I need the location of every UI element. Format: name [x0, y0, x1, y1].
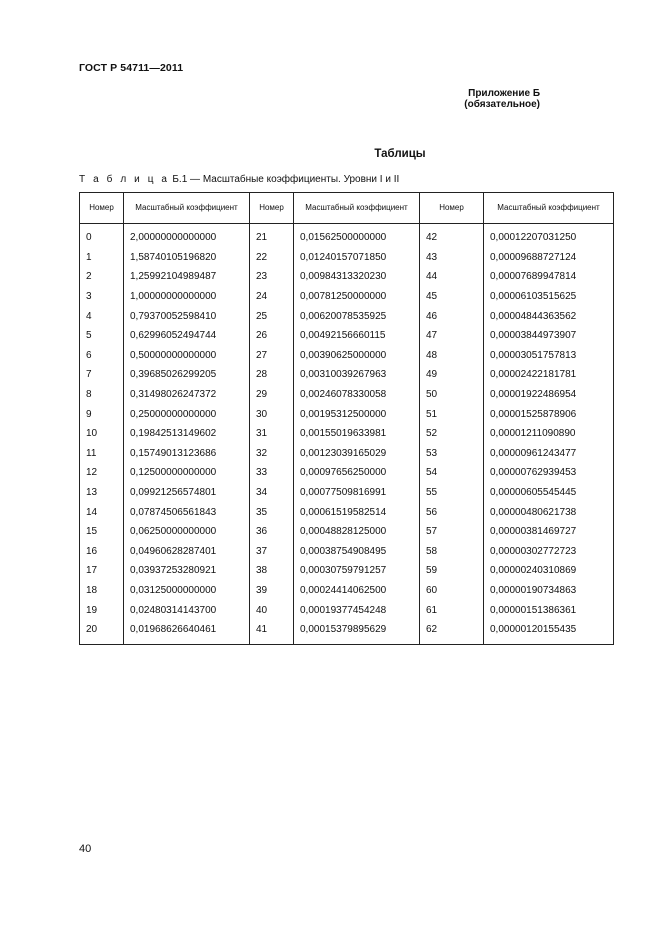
- scale-factor-cell: 0,00030759791257: [294, 561, 420, 581]
- scale-factor-cell: 0,00000151386361: [484, 600, 614, 620]
- number-cell: 27: [250, 346, 294, 366]
- column-header: Номер: [250, 193, 294, 224]
- number-cell: 35: [250, 502, 294, 522]
- scale-factor-cell: 0,01968626640461: [124, 620, 250, 645]
- scale-factor-cell: 0,00001525878906: [484, 404, 614, 424]
- number-cell: 19: [80, 600, 124, 620]
- scale-factor-cell: 0,00000190734863: [484, 581, 614, 601]
- number-cell: 42: [420, 224, 484, 248]
- number-cell: 8: [80, 385, 124, 405]
- scale-factor-cell: 1,58740105196820: [124, 248, 250, 268]
- scale-factor-cell: 0,00001211090890: [484, 424, 614, 444]
- table-row: [80, 600, 614, 620]
- scale-factor-cell: 0,00007689947814: [484, 267, 614, 287]
- number-cell: 2: [80, 267, 124, 287]
- scale-factor-cell: 2,00000000000000: [124, 224, 250, 248]
- scale-factor-cell: 0,00077509816991: [294, 483, 420, 503]
- page-number: 40: [79, 843, 92, 855]
- table-row: [80, 326, 614, 346]
- number-cell: 54: [420, 463, 484, 483]
- number-cell: 48: [420, 346, 484, 366]
- column-header: Масштабный коэффициент: [294, 193, 420, 224]
- number-cell: 10: [80, 424, 124, 444]
- number-cell: 1: [80, 248, 124, 268]
- table-caption: [79, 174, 399, 185]
- table-caption-label: Т а б л и ц а: [79, 174, 170, 185]
- scale-factor-cell: 0,31498026247372: [124, 385, 250, 405]
- number-cell: 51: [420, 404, 484, 424]
- number-cell: 45: [420, 287, 484, 307]
- table-row: [80, 463, 614, 483]
- table-header-row: [80, 193, 614, 224]
- scale-factor-cell: 0,00620078535925: [294, 306, 420, 326]
- scale-factor-cell: 0,00000961243477: [484, 444, 614, 464]
- table-row: [80, 542, 614, 562]
- scale-factor-cell: 1,25992104989487: [124, 267, 250, 287]
- scale-factor-cell: 0,07874506561843: [124, 502, 250, 522]
- number-cell: 59: [420, 561, 484, 581]
- scale-factor-cell: 0,00006103515625: [484, 287, 614, 307]
- scale-factor-cell: 0,00000302772723: [484, 542, 614, 562]
- number-cell: 41: [250, 620, 294, 645]
- number-cell: 46: [420, 306, 484, 326]
- table-row: [80, 424, 614, 444]
- number-cell: 13: [80, 483, 124, 503]
- number-cell: 25: [250, 306, 294, 326]
- scale-factor-cell: 0,39685026299205: [124, 365, 250, 385]
- scale-factor-cell: 0,00000120155435: [484, 620, 614, 645]
- scale-factor-cell: 0,00048828125000: [294, 522, 420, 542]
- scale-factor-cell: 0,00390625000000: [294, 346, 420, 366]
- scale-factor-cell: 0,00061519582514: [294, 502, 420, 522]
- scale-factor-cell: 0,00003051757813: [484, 346, 614, 366]
- number-cell: 24: [250, 287, 294, 307]
- number-cell: 38: [250, 561, 294, 581]
- scale-factor-cell: 0,00015379895629: [294, 620, 420, 645]
- number-cell: 33: [250, 463, 294, 483]
- scale-factor-cell: 0,03937253280921: [124, 561, 250, 581]
- scale-factor-cell: 0,00000381469727: [484, 522, 614, 542]
- number-cell: 29: [250, 385, 294, 405]
- scale-factor-cell: 0,00000240310869: [484, 561, 614, 581]
- scale-factor-cell: 0,19842513149602: [124, 424, 250, 444]
- table-row: [80, 581, 614, 601]
- number-cell: 50: [420, 385, 484, 405]
- number-cell: 11: [80, 444, 124, 464]
- scale-factor-cell: 0,00097656250000: [294, 463, 420, 483]
- number-cell: 44: [420, 267, 484, 287]
- scale-factor-cell: 0,00003844973907: [484, 326, 614, 346]
- scale-factor-cell: 0,00781250000000: [294, 287, 420, 307]
- number-cell: 47: [420, 326, 484, 346]
- number-cell: 6: [80, 346, 124, 366]
- table-row: [80, 287, 614, 307]
- scale-factor-cell: 0,00009688727124: [484, 248, 614, 268]
- number-cell: 37: [250, 542, 294, 562]
- number-cell: 28: [250, 365, 294, 385]
- number-cell: 58: [420, 542, 484, 562]
- table-row: [80, 306, 614, 326]
- scale-factor-cell: 0,09921256574801: [124, 483, 250, 503]
- number-cell: 32: [250, 444, 294, 464]
- scale-factor-cell: 0,00123039165029: [294, 444, 420, 464]
- table-row: [80, 248, 614, 268]
- scale-factor-cell: 0,00019377454248: [294, 600, 420, 620]
- table-row: [80, 444, 614, 464]
- table-row: [80, 404, 614, 424]
- number-cell: 18: [80, 581, 124, 601]
- scale-factor-cell: 0,02480314143700: [124, 600, 250, 620]
- number-cell: 15: [80, 522, 124, 542]
- table-row: [80, 346, 614, 366]
- number-cell: 55: [420, 483, 484, 503]
- table-row: [80, 267, 614, 287]
- table-row: [80, 365, 614, 385]
- scale-factor-cell: 0,00246078330058: [294, 385, 420, 405]
- table-row: [80, 561, 614, 581]
- table-row: [80, 522, 614, 542]
- scale-factor-cell: 0,62996052494744: [124, 326, 250, 346]
- number-cell: 17: [80, 561, 124, 581]
- scale-factor-cell: 0,00000762939453: [484, 463, 614, 483]
- column-header: Масштабный коэффициент: [124, 193, 250, 224]
- scale-factor-cell: 0,15749013123686: [124, 444, 250, 464]
- number-cell: 20: [80, 620, 124, 645]
- number-cell: 60: [420, 581, 484, 601]
- scale-factor-cell: 0,04960628287401: [124, 542, 250, 562]
- number-cell: 16: [80, 542, 124, 562]
- number-cell: 30: [250, 404, 294, 424]
- appendix-status: (обязательное): [464, 99, 540, 110]
- number-cell: 0: [80, 224, 124, 248]
- scale-factor-cell: 0,01562500000000: [294, 224, 420, 248]
- scale-factor-cell: 0,00002422181781: [484, 365, 614, 385]
- number-cell: 14: [80, 502, 124, 522]
- number-cell: 26: [250, 326, 294, 346]
- column-header: Масштабный коэффициент: [484, 193, 614, 224]
- table-row: [80, 385, 614, 405]
- scale-factor-cell: 1,00000000000000: [124, 287, 250, 307]
- scale-factor-cell: 0,00038754908495: [294, 542, 420, 562]
- scale-factor-cell: 0,25000000000000: [124, 404, 250, 424]
- scale-factor-cell: 0,12500000000000: [124, 463, 250, 483]
- appendix-heading: [240, 88, 540, 110]
- number-cell: 52: [420, 424, 484, 444]
- scale-factor-cell: 0,00001922486954: [484, 385, 614, 405]
- table-row: [80, 483, 614, 503]
- table-row: [80, 620, 614, 645]
- number-cell: 31: [250, 424, 294, 444]
- scale-factor-cell: 0,00492156660115: [294, 326, 420, 346]
- scale-factor-cell: 0,50000000000000: [124, 346, 250, 366]
- number-cell: 62: [420, 620, 484, 645]
- scale-factor-cell: 0,00000480621738: [484, 502, 614, 522]
- number-cell: 34: [250, 483, 294, 503]
- table-row: [80, 224, 614, 248]
- number-cell: 21: [250, 224, 294, 248]
- number-cell: 4: [80, 306, 124, 326]
- appendix-title: Приложение Б: [468, 88, 540, 99]
- scale-factor-cell: 0,00310039267963: [294, 365, 420, 385]
- scale-factor-cell: 0,00984313320230: [294, 267, 420, 287]
- number-cell: 53: [420, 444, 484, 464]
- scale-factor-cell: 0,00012207031250: [484, 224, 614, 248]
- table-row: [80, 502, 614, 522]
- number-cell: 7: [80, 365, 124, 385]
- table-caption-text: Б.1 — Масштабные коэффициенты. Уровни I и II: [172, 174, 400, 185]
- number-cell: 43: [420, 248, 484, 268]
- scale-factor-cell: 0,00155019633981: [294, 424, 420, 444]
- number-cell: 56: [420, 502, 484, 522]
- scale-factors-table: [79, 192, 614, 645]
- number-cell: 22: [250, 248, 294, 268]
- scale-factor-cell: 0,79370052598410: [124, 306, 250, 326]
- section-title: Таблицы: [374, 148, 426, 160]
- scale-factor-cell: 0,00195312500000: [294, 404, 420, 424]
- scale-factor-cell: 0,00024414062500: [294, 581, 420, 601]
- number-cell: 23: [250, 267, 294, 287]
- standard-designation: ГОСТ Р 54711—2011: [79, 62, 184, 74]
- number-cell: 49: [420, 365, 484, 385]
- number-cell: 9: [80, 404, 124, 424]
- number-cell: 5: [80, 326, 124, 346]
- scale-factor-cell: 0,03125000000000: [124, 581, 250, 601]
- number-cell: 36: [250, 522, 294, 542]
- number-cell: 39: [250, 581, 294, 601]
- number-cell: 57: [420, 522, 484, 542]
- scale-factor-cell: 0,00004844363562: [484, 306, 614, 326]
- number-cell: 3: [80, 287, 124, 307]
- column-header: Номер: [420, 193, 484, 224]
- scale-factor-cell: 0,06250000000000: [124, 522, 250, 542]
- scale-factor-cell: 0,01240157071850: [294, 248, 420, 268]
- scale-factor-cell: 0,00000605545445: [484, 483, 614, 503]
- number-cell: 40: [250, 600, 294, 620]
- column-header: Номер: [80, 193, 124, 224]
- number-cell: 12: [80, 463, 124, 483]
- number-cell: 61: [420, 600, 484, 620]
